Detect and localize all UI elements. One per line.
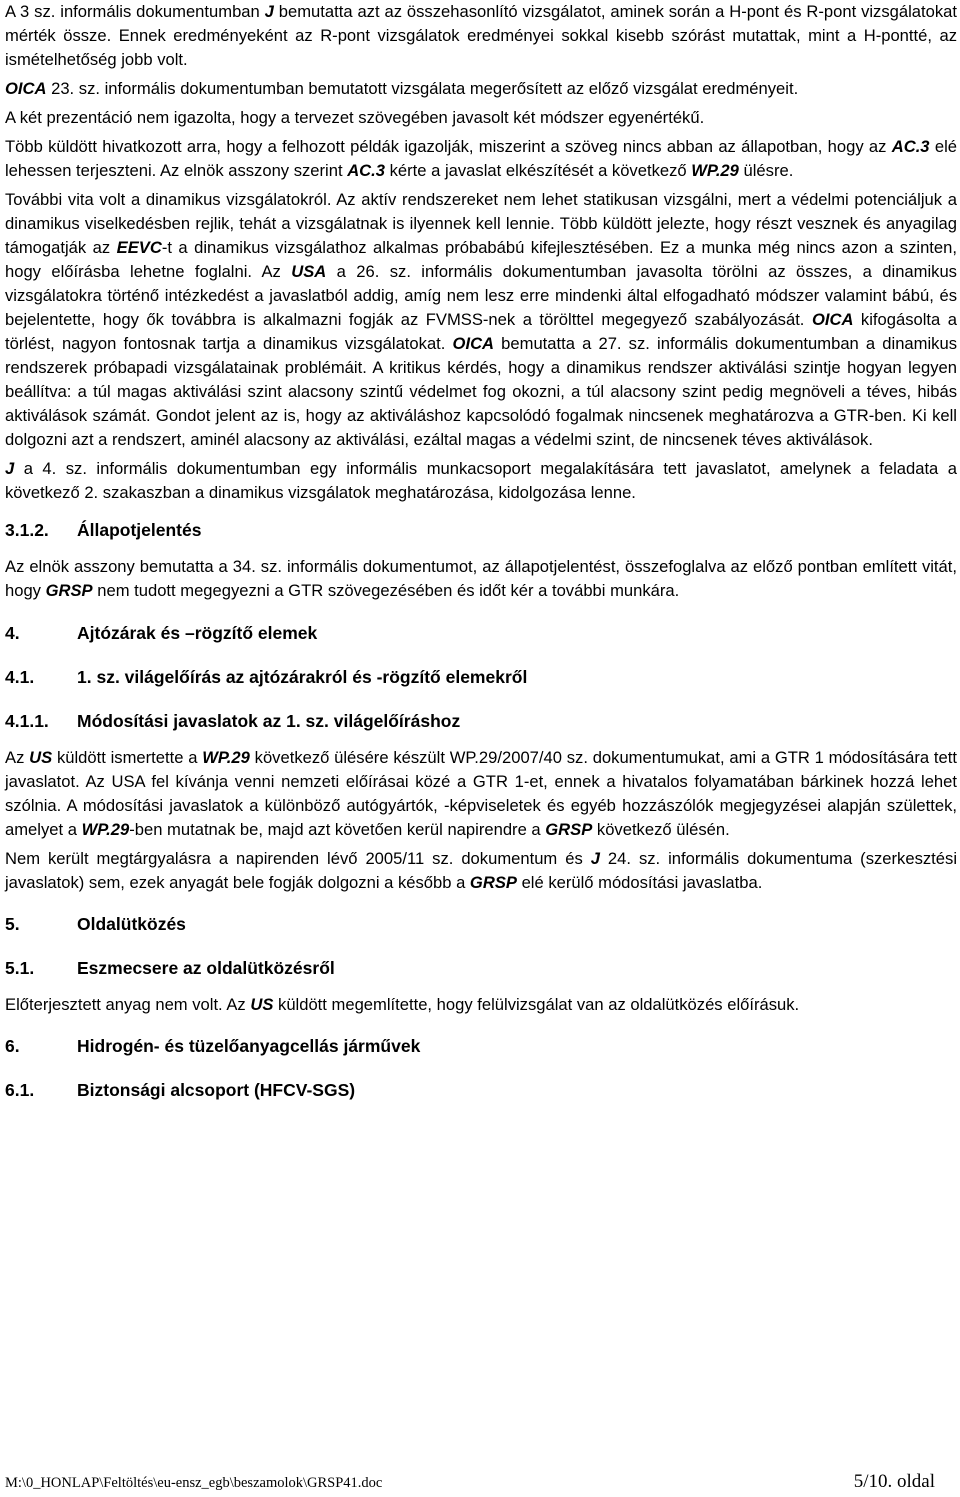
paragraph [5, 0, 957, 72]
heading-title: Oldalütközés [77, 914, 186, 934]
text-run: A két prezentáció nem igazolta, hogy a tervezet szövegében javasolt két módszer egyenértékű. [5, 108, 705, 127]
document-page [5, 0, 957, 1102]
heading-number: 6. [5, 1036, 20, 1056]
text-run: bemutatta a 27. sz. informális dokumentumban a dinamikus rendszerek próbapadi vizsgálatainak problémáit. A kritikus kérdés, hogy a dinamikus rendszer aktiválási szintje hogyan legyen beállítva: a túl magas aktiválási szint alacsony szintű védelmet fog okozni, a túl alacsony szint pedig megnöveli a téves, hibás aktiválások számát. Gondot jelent az is, hogy az aktiváláshoz kapcsolódó fogalmak nincsenek meghatározva a GTR-ben. Ki kell dolgozni azt a rendszert, aminél alacsony az aktiválási, ezáltal magas a védelmi szint, de nincsenek téves aktiválások. [5, 334, 957, 449]
text-run: küldött ismertette a [52, 748, 203, 767]
text-run: a 4. sz. informális dokumentumban egy informális munkacsoport megalakítására tett javaslatot, amelynek a feladata a következő 2. szakaszban a dinamikus vizsgálatok meghatározása, kidolgozása lenne. [5, 459, 957, 502]
section-heading-4-1 [5, 665, 957, 689]
paragraph [5, 746, 957, 842]
emphasis-text: AC.3 [347, 161, 386, 180]
emphasis-text: J [5, 459, 15, 478]
text-run: kérte a javaslat elkészítését a következő [385, 161, 692, 180]
heading-number: 5. [5, 914, 20, 934]
emphasis-text: GRSP [545, 820, 593, 839]
paragraph [5, 106, 957, 130]
section-heading-5-1 [5, 956, 957, 980]
p1 [5, 0, 957, 72]
text-run: 24. sz. informális dokumentuma (szerkesztési javaslatok) sem, ezek anyagát bele fogják dolgozni a később a [5, 849, 958, 892]
page-number: 5/10. oldal [853, 1471, 935, 1492]
text-run: küldött megemlítette, hogy felülvizsgálat van az oldalütközés előírásuk. [273, 995, 800, 1014]
text-run: További vita volt a dinamikus vizsgálatokról. Az aktív rendszereket nem lehet statikusan vizsgálni, mert a védelmi potenciáljuk a dinamikus viselkedésben rejlik, tehát a vizsgálatnak is ilyennek kell lennie. Több küldött jelezte, hogy részt vesznek és anyagilag támogatják az [5, 190, 957, 257]
paragraph [5, 555, 957, 603]
text-run: nem tudott megegyezni a GTR szövegezésében és időt kér a további munkára. [92, 581, 680, 600]
text-run: a 26. sz. informális dokumentumban javasolta törölni az összes, a dinamikus vizsgálatokra történő intézkedést a javaslatból addig, amíg nem lesz erre mindenki által elfogadható módszer valamint bábú, és bejelentette, hogy ők továbbra is alkalmazni fogják az FVMSS-nek a törölttel megegyező szabályozását. [5, 262, 957, 329]
heading-number: 4. [5, 623, 20, 643]
heading-title: 1. sz. világelőírás az ajtózárakról és -rögzítő elemekről [77, 667, 528, 687]
paragraph [5, 188, 957, 452]
paragraph [5, 457, 957, 505]
paragraph [5, 135, 957, 183]
text-run: A 3 sz. informális dokumentumban [5, 2, 265, 21]
paragraph [5, 77, 957, 101]
section-heading-3-1-2 [5, 518, 957, 542]
section-heading-6 [5, 1034, 957, 1058]
text-run: elé kerülő módosítási javaslatba. [516, 873, 763, 892]
emphasis-text: WP.29 [691, 161, 739, 180]
section-heading-4-1-1 [5, 709, 957, 733]
text-run: -t a dinamikus vizsgálathoz alkalmas próbabábú kifejlesztésében. Ez a munka még nincs azon a szinten, hogy előírásba lehetne foglalni. Az [5, 238, 957, 281]
emphasis-text: WP.29 [202, 748, 250, 767]
heading-number: 3.1.2. [5, 520, 49, 540]
emphasis-text: OICA [452, 334, 495, 353]
emphasis-text: J [264, 2, 274, 21]
emphasis-text: US [29, 748, 53, 767]
emphasis-text: J [590, 849, 600, 868]
text-run: következő ülésére készült WP.29/2007/40 sz. dokumentumukat, ami a GTR 1 módosítására tett javaslatot. Az USA fel kívánja venni nemzeti előírásai közé a GTR 1-et, ennek a hivatalos folyamatában bárkinek hozzá lehet szólnia. A módosítási javaslatok a különböző autógyártók, -képviseletek és egyéb hozzászólók megjegyzései alapján születtek, amelyet a [5, 748, 957, 839]
emphasis-text: GRSP [45, 581, 93, 600]
section-heading-5 [5, 912, 957, 936]
heading-number: 4.1.1. [5, 711, 49, 731]
heading-number: 4.1. [5, 667, 35, 687]
emphasis-text: AC.3 [891, 137, 930, 156]
emphasis-text: OICA [5, 79, 47, 98]
text-run: Több küldött hivatkozott arra, hogy a felhozott példák igazolják, miszerint a szöveg nincs abban az állapotban, hogy az [5, 137, 892, 156]
emphasis-text: USA [291, 262, 327, 281]
text-run: 23. sz. informális dokumentumban bemutatott vizsgálata megerősített az előző vizsgálat eredményeit. [46, 79, 799, 98]
emphasis-text: GRSP [469, 873, 517, 892]
heading-title: Eszmecsere az oldalütközésről [77, 958, 335, 978]
text-run: Az [5, 748, 30, 767]
paragraph [5, 847, 957, 895]
text-run: bemutatta azt az összehasonlító vizsgálatot, aminek során a H-pont és R-pont vizsgálatokat mérték össze. Ennek eredményeként az R-pont vizsgálatok eredményei sokkal kisebb szórást mutattak, mint a H-pontté, az ismételhetőség jobb volt. [5, 2, 957, 69]
emphasis-text: OICA [811, 310, 854, 329]
heading-number: 6.1. [5, 1080, 35, 1100]
heading-title: Módosítási javaslatok az 1. sz. világelőíráshoz [77, 711, 461, 731]
page-footer [5, 1471, 935, 1493]
heading-title: Biztonsági alcsoport (HFCV-SGS) [77, 1080, 356, 1100]
text-run: elé lehessen terjeszteni. Az elnök asszony szerint [5, 137, 957, 180]
heading-title: Hidrogén- és tüzelőanyagcellás járművek [77, 1036, 421, 1056]
text-run: Nem került megtárgyalásra a napirenden lévő 2005/11 sz. dokumentum és [5, 849, 591, 868]
section-heading-4 [5, 621, 957, 645]
text-run: kifogásolta a törlést, nagyon fontosnak tartja a dinamikus vizsgálatokat. [5, 310, 957, 353]
text-run: ülésre. [738, 161, 794, 180]
text-run: Az elnök asszony bemutatta a 34. sz. informális dokumentumot, az állapotjelentést, összefoglalva az előző pontban említett vitát, hogy [5, 557, 957, 600]
heading-title: Ajtózárak és –rögzítő elemek [77, 623, 318, 643]
text-run: következő ülésén. [592, 820, 730, 839]
heading-number: 5.1. [5, 958, 35, 978]
paragraph [5, 993, 957, 1017]
emphasis-text: EEVC [116, 238, 162, 257]
emphasis-text: US [250, 995, 274, 1014]
text-run: -ben mutatnak be, majd azt követően kerül napirendre a [129, 820, 546, 839]
text-run: Előterjesztett anyag nem volt. Az [5, 995, 251, 1014]
file-path: M:\0_HONLAP\Feltöltés\eu-ensz_egb\beszamolok\GRSP41.doc [5, 1475, 383, 1491]
section-heading-6-1 [5, 1078, 957, 1102]
emphasis-text: WP.29 [81, 820, 130, 839]
heading-title: Állapotjelentés [77, 520, 202, 540]
